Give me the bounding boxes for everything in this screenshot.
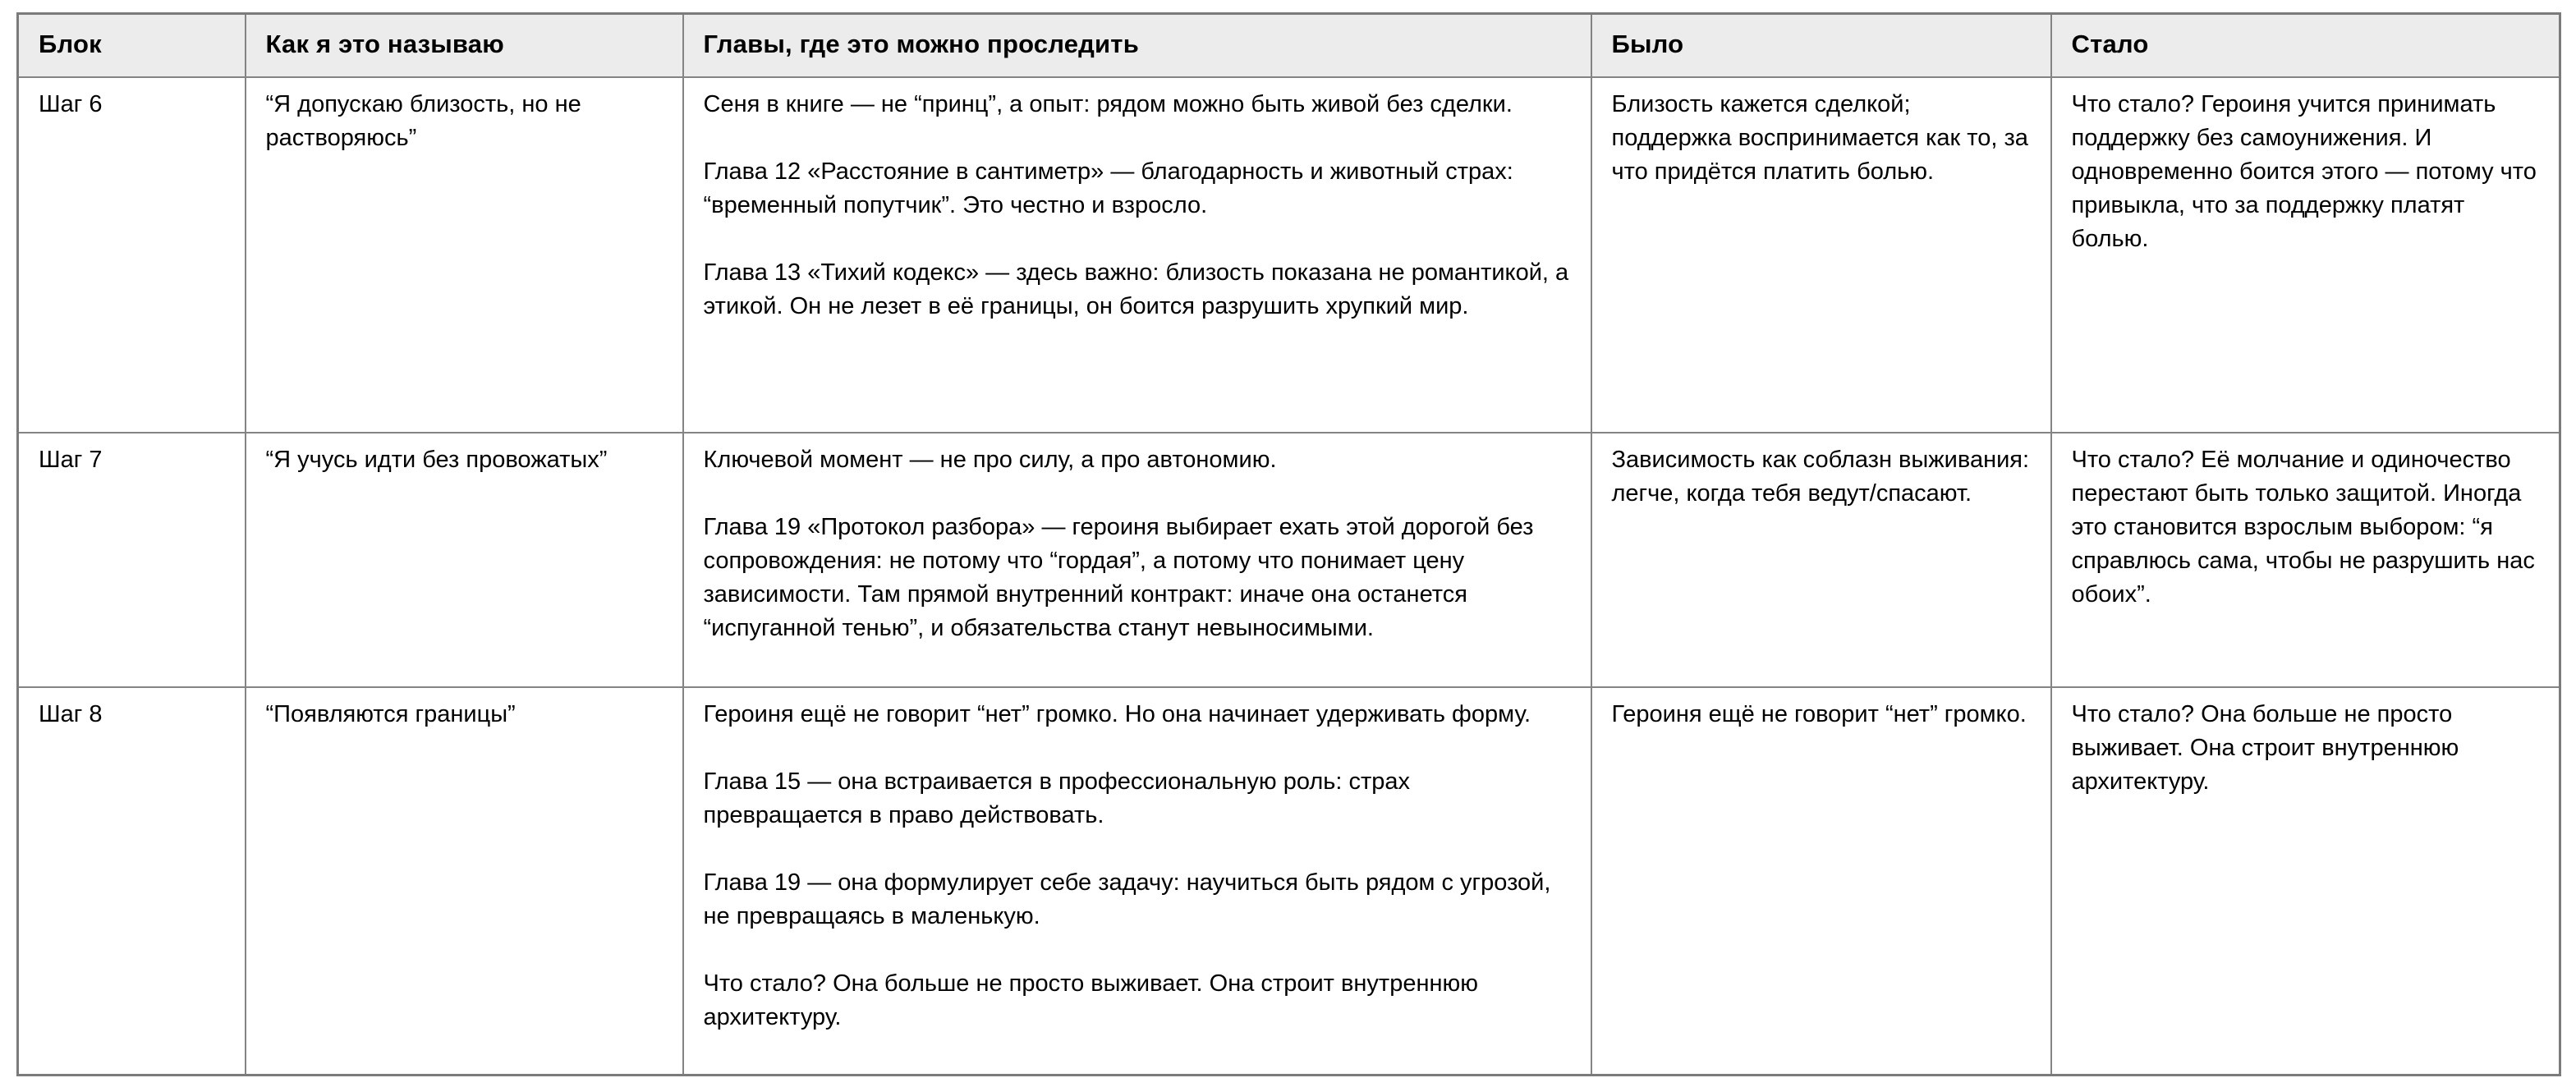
document-table-container [16,12,2559,1076]
column-header-chapters: Главы, где это можно проследить [683,14,1591,77]
chapters-paragraph: Глава 12 «Расстояние в сантиметр» — благодарность и животный страх: “временный попутчик”. Это честно и взросло. [703,158,1513,218]
was-text: Зависимость как соблазн выживания: легче, когда тебя ведут/спасают. [1611,446,2030,507]
name-text: “Я допускаю близость, но не растворяюсь” [265,90,581,151]
chapters-paragraph: Глава 13 «Тихий кодекс» — здесь важно: близость показана не романтикой, а этикой. Он не лезет в её границы, он боится разрушить хрупкий мир. [703,259,1569,319]
was-text: Близость кажется сделкой; поддержка воспринимается как то, за что придётся платить болью. [1611,90,2028,185]
cell-block [18,433,246,687]
block-label: Шаг 8 [39,700,103,727]
chapters-paragraph: Сеня в книге — не “принц”, а опыт: рядом можно быть живой без сделки. [703,90,1513,117]
cell-chapters [683,687,1591,1076]
chapters-paragraph: Глава 15 — она встраивается в профессиональную роль: страх превращается в право действовать. [703,768,1411,828]
name-text: “Я учусь идти без провожатых” [265,446,608,473]
name-text: “Появляются границы” [265,700,516,727]
block-label: Шаг 7 [39,446,103,473]
was-text: Героиня ещё не говорит “нет” громко. [1611,700,2027,727]
cell-name [246,77,683,433]
block-label: Шаг 6 [39,90,103,117]
table-row-step-6 [18,77,2560,433]
became-text: Что стало? Героиня учится принимать поддержку без самоунижения. И одновременно боится этого — потому что привыкла, что за поддержку платят болью. [2071,90,2537,252]
cell-became [2051,433,2560,687]
chapters-paragraph: Героиня ещё не говорит “нет” громко. Но она начинает удерживать форму. [703,700,1531,727]
chapters-paragraph: Ключевой момент — не про силу, а про автономию. [703,446,1277,473]
column-header-name: Как я это называю [246,14,683,77]
table-row-step-7 [18,433,2560,687]
cell-block [18,687,246,1076]
cell-was [1591,77,2051,433]
comparison-table [16,12,2561,1076]
chapters-paragraph: Что стало? Она больше не просто выживает. Она строит внутреннюю архитектуру. [703,970,1478,1030]
column-header-block: Блок [18,14,246,77]
became-text: Что стало? Её молчание и одиночество перестают быть только защитой. Иногда это становится взрослым выбором: “я справлюсь сама, чтобы не разрушить нас обоих”. [2071,446,2535,608]
chapters-paragraph: Глава 19 «Протокол разбора» — героиня выбирает ехать этой дорогой без сопровождения: не потому что “гордая”, а потому что понимает цену зависимости. Там прямой внутренний контракт: иначе она останется “испуганной тенью”, и обязательства станут невыносимыми. [703,513,1534,641]
table-row-step-8 [18,687,2560,1076]
chapters-paragraph: Глава 19 — она формулирует себе задачу: научиться быть рядом с угрозой, не превращаясь в маленькую. [703,869,1551,929]
cell-name [246,687,683,1076]
cell-was [1591,433,2051,687]
cell-chapters [683,433,1591,687]
cell-block [18,77,246,433]
header-row [18,14,2560,77]
cell-became [2051,687,2560,1076]
column-header-became: Стало [2051,14,2560,77]
cell-name [246,433,683,687]
cell-was [1591,687,2051,1076]
cell-became [2051,77,2560,433]
column-header-was: Было [1591,14,2051,77]
became-text: Что стало? Она больше не просто выживает. Она строит внутреннюю архитектуру. [2071,700,2459,795]
cell-chapters [683,77,1591,433]
